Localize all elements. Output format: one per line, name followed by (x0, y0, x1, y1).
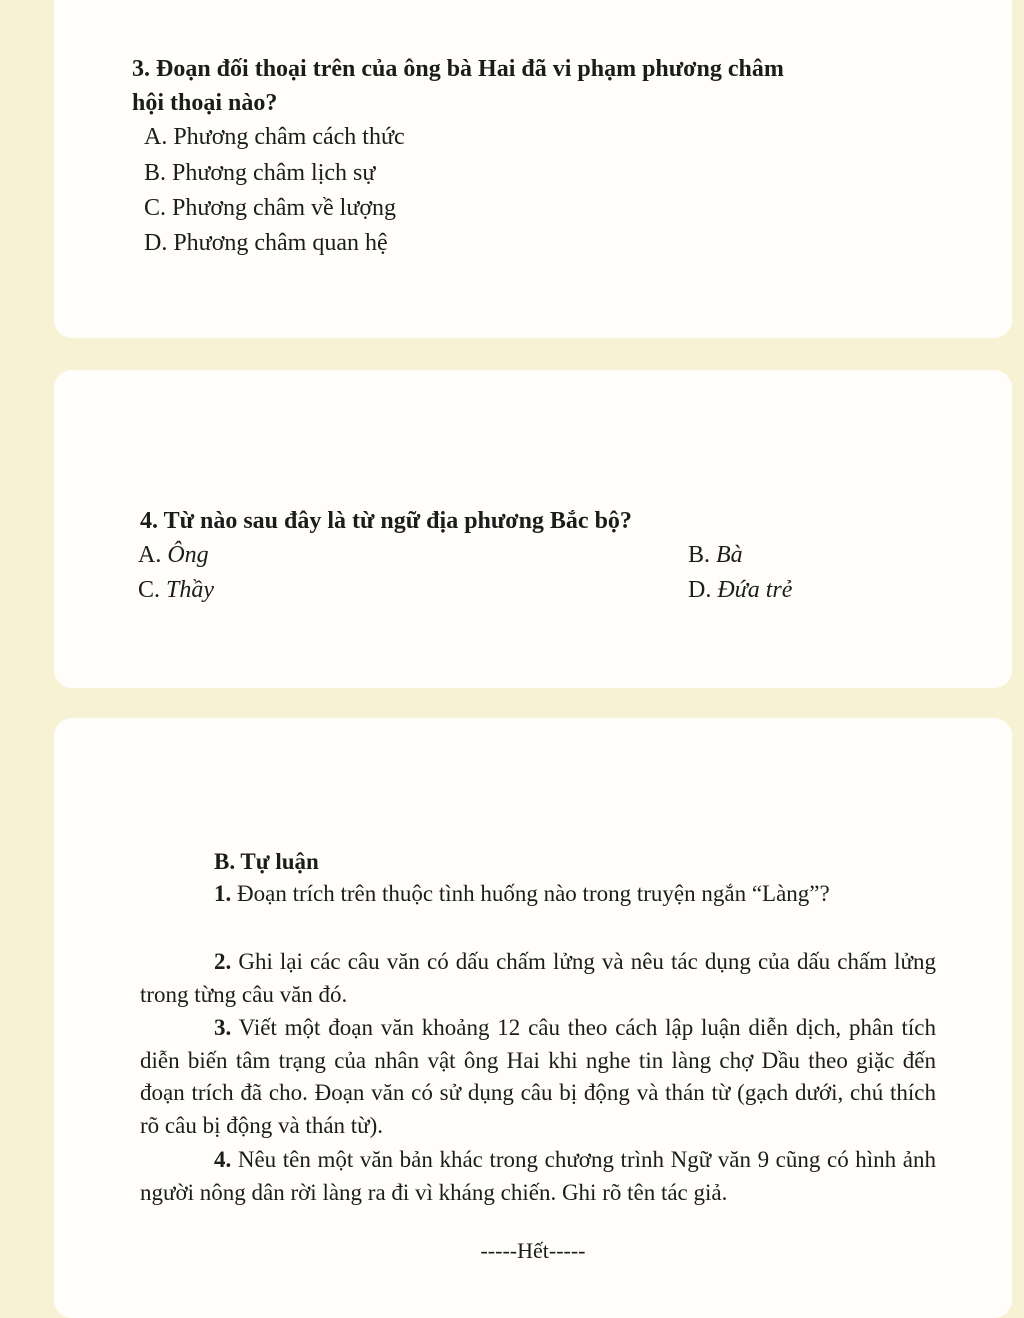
question-3-option-d: D. Phương châm quan hệ (144, 230, 388, 256)
end-marker: -----Hết----- (480, 1238, 586, 1263)
essay-heading: B. Tự luận (214, 849, 319, 874)
question-4-option-a (138, 540, 209, 570)
essay-item-3 (140, 1012, 936, 1142)
option-word: Thầy (166, 577, 215, 603)
question-4-option-b (688, 540, 743, 570)
essay-item-1 (140, 878, 936, 911)
question-3-option-b: B. Phương châm lịch sự (144, 160, 376, 186)
question-3-line-2: hội thoại nào? (132, 90, 278, 116)
essay-card (54, 718, 1012, 1318)
essay-item-4 (140, 1144, 936, 1209)
question-4-card (54, 370, 1012, 688)
essay-item-text: Ghi lại các câu văn có dấu chấm lửng và nêu tác dụng của dấu chấm lửng trong từng câu văn đó. (140, 949, 936, 1007)
option-letter: D. (688, 577, 712, 603)
question-4-option-c (138, 575, 214, 605)
option-word: Ông (167, 542, 209, 568)
essay-item-number: 3. (214, 1015, 232, 1040)
question-3-option-a: A. Phương châm cách thức (144, 124, 405, 150)
essay-item-text: Viết một đoạn văn khoảng 12 câu theo cách lập luận diễn dịch, phân tích diễn biến tâm trạng của nhân vật ông Hai khi nghe tin làng chợ Dầu theo giặc đến đoạn trích đã cho. Đoạn văn có sử dụng câu bị động và thán từ (gạch dưới, chú thích rõ câu bị động và thán từ). (140, 1015, 936, 1138)
essay-item-2 (140, 946, 936, 1011)
option-letter: C. (138, 577, 161, 603)
question-4-text: 4. Từ nào sau đây là từ ngữ địa phương Bắc bộ? (140, 508, 632, 534)
essay-item-number: 2. (214, 949, 232, 974)
question-3-option-c: C. Phương châm về lượng (144, 195, 397, 221)
essay-item-number: 4. (214, 1147, 232, 1172)
question-3-card (54, 0, 1012, 338)
option-letter: B. (688, 542, 711, 568)
option-word: Đứa trẻ (717, 577, 793, 603)
essay-item-text: Nêu tên một văn bản khác trong chương trình Ngữ văn 9 cũng có hình ảnh người nông dân rời làng ra đi vì kháng chiến. Ghi rõ tên tác giả. (140, 1147, 936, 1205)
question-3-line-1: 3. Đoạn đối thoại trên của ông bà Hai đã vi phạm phương châm (132, 56, 784, 82)
question-4-option-d (688, 575, 792, 605)
option-word: Bà (716, 542, 743, 568)
option-letter: A. (138, 542, 162, 568)
essay-item-number: 1. (214, 881, 232, 906)
essay-item-text: Đoạn trích trên thuộc tình huống nào trong truyện ngắn “Làng”? (231, 881, 830, 906)
